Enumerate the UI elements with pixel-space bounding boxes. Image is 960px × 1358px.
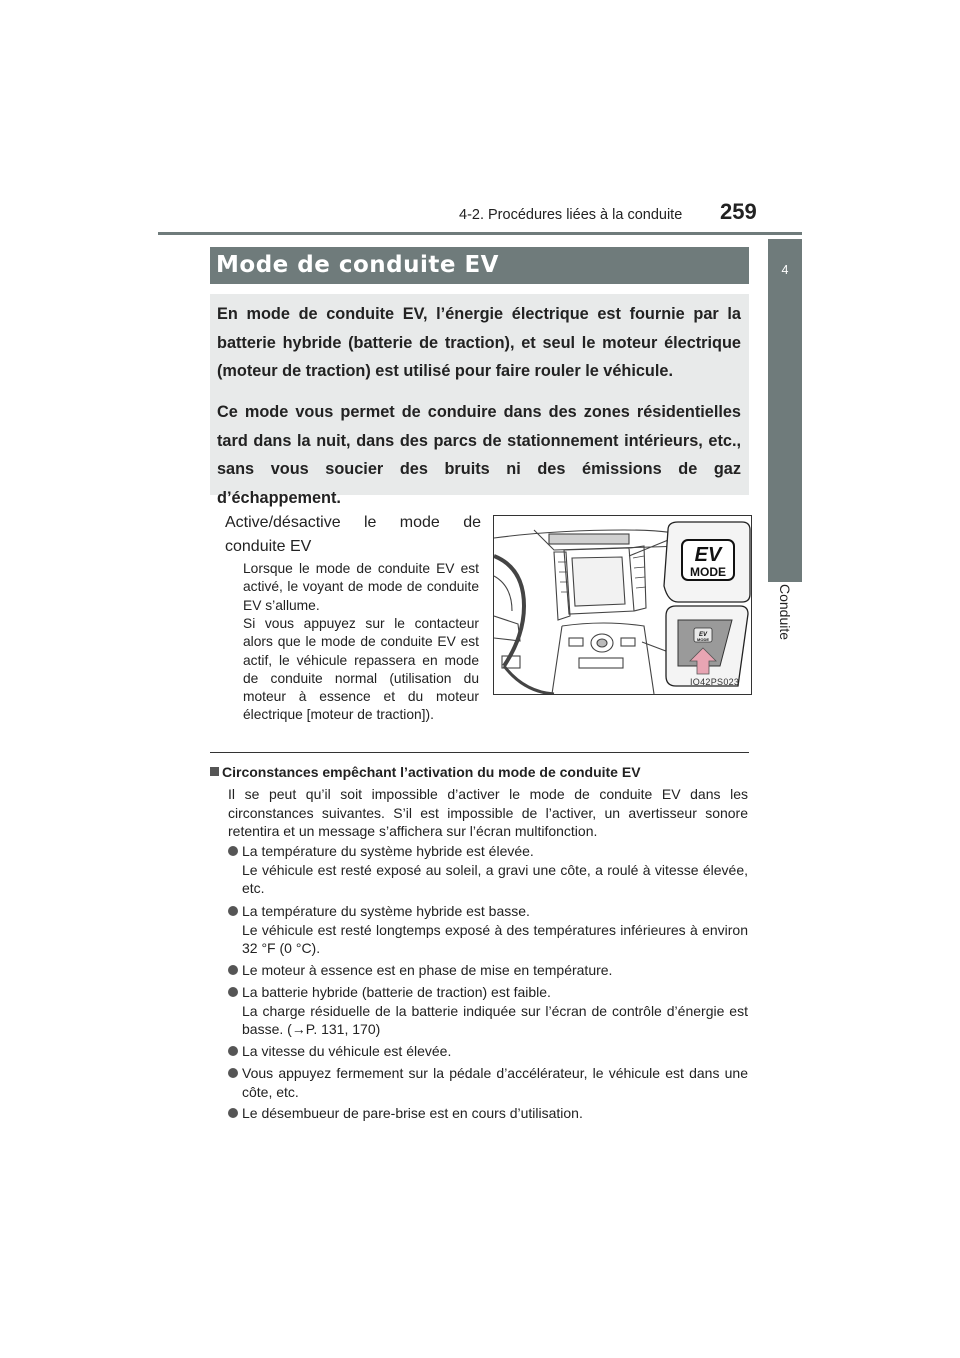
action-title: Active/désactive le mode de conduite EV xyxy=(225,514,481,555)
bullet-icon xyxy=(228,1108,238,1118)
section-divider xyxy=(210,752,749,753)
list-item xyxy=(228,983,748,1039)
bullet-icon xyxy=(228,965,238,975)
list-item xyxy=(228,902,748,958)
intro-paragraph: En mode de conduite EV, l’énergie électrique est fournie par la batterie hybride (batterie de traction), et seul le moteur électrique (moteur de traction) est utilisé pour faire rouler le véhicule. xyxy=(217,305,741,380)
bullet-icon xyxy=(228,1068,238,1078)
list-item xyxy=(228,1104,748,1123)
small-ev-label-top: EV xyxy=(698,632,708,638)
list-item-main: Vous appuyez fermement sur la pédale d’accélérateur, le véhicule est dans une côte, etc. xyxy=(242,1065,748,1100)
bullet-icon xyxy=(228,906,238,916)
bullet-icon xyxy=(228,987,238,997)
header-rule xyxy=(158,232,802,235)
chapter-tab-number: 4 xyxy=(781,263,789,277)
dashboard-illustration xyxy=(493,515,752,695)
bullet-icon xyxy=(228,846,238,856)
list-item-main: La batterie hybride (batterie de traction) est faible. xyxy=(242,984,551,1000)
chapter-tab-label: Conduite xyxy=(777,583,793,641)
list-item-detail: Le véhicule est resté longtemps exposé à des températures inférieures à environ 32 °F (0 °C). xyxy=(242,921,748,957)
list-item xyxy=(228,961,748,980)
action-note: Lorsque le mode de conduite EV est activé, le voyant de mode de conduite EV s’allume. xyxy=(243,561,479,613)
ev-mode-callout xyxy=(664,522,750,602)
list-item-main: Le moteur à essence est en phase de mise en température. xyxy=(242,962,613,978)
circumstances-heading xyxy=(210,764,641,780)
ev-button-label-top: EV xyxy=(694,544,722,566)
ev-button-label-bottom: MODE xyxy=(690,565,726,579)
chapter-tab xyxy=(768,239,802,582)
heading-square-icon xyxy=(210,767,219,776)
list-item-main: La température du système hybride est basse. xyxy=(242,903,530,919)
list-item-main: La température du système hybride est élevée. xyxy=(242,843,534,859)
dashboard-drawing xyxy=(494,516,751,694)
list-item-detail: Le véhicule est resté exposé au soleil, a gravi une côte, a roulé à vitesse élevée, etc. xyxy=(242,861,748,897)
list-item xyxy=(228,1064,748,1101)
action-note: Si vous appuyez sur le contacteur alors que le mode de conduite EV est actif, le véhicule repassera en mode de conduite normal (utilisation du moteur à essence et du moteur électrique [moteur de traction]). xyxy=(243,616,479,723)
section-title: Mode de conduite EV xyxy=(216,252,499,278)
small-ev-label-bottom: MODE xyxy=(697,637,709,642)
circumstances-intro: Il se peut qu’il soit impossible d’activer le mode de conduite EV dans les circonstances suivantes. S’il est impossible de l’activer, un avertisseur sonore retentira et un message s’affichera sur l’écran multifonction. xyxy=(228,786,748,840)
list-item-main: La vitesse du véhicule est élevée. xyxy=(242,1043,452,1059)
circumstances-heading-text: Circonstances empêchant l’activation du mode de conduite EV xyxy=(222,764,641,780)
header-section-title: 4-2. Procédures liées à la conduite xyxy=(459,207,683,223)
page-number: 259 xyxy=(720,199,757,224)
figure-code: IO42PS023 xyxy=(690,677,740,687)
list-item-detail: La charge résiduelle de la batterie indiquée sur l’écran de contrôle d’énergie est basse. (→P. 131, 170) xyxy=(242,1002,748,1038)
list-item xyxy=(228,842,748,898)
list-item xyxy=(228,1042,748,1061)
intro-paragraph: Ce mode vous permet de conduire dans des zones résidentielles tard dans la nuit, dans des parcs de stationnement intérieurs, etc., sans vous soucier des bruits ni des émissions de gaz d’échappement. xyxy=(217,403,741,507)
bullet-icon xyxy=(228,1046,238,1056)
list-item-main: Le désembueur de pare-brise est en cours d’utilisation. xyxy=(242,1105,583,1121)
ev-switch-callout xyxy=(666,606,748,686)
